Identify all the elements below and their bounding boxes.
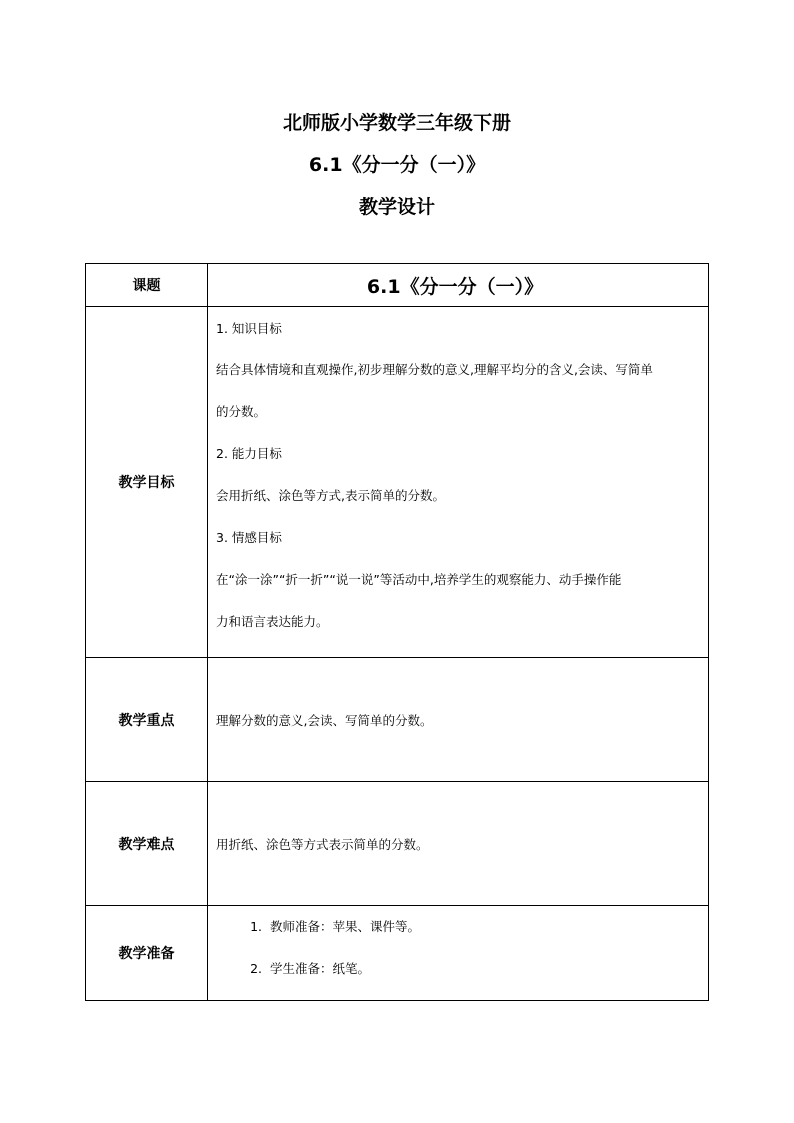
key-points-value: 理解分数的意义,会读、写简单的分数。 — [208, 658, 709, 782]
difficulties-value: 用折纸、涂色等方式表示简单的分数。 — [208, 782, 709, 906]
list-number: 2. — [250, 961, 262, 976]
document-title: 北师版小学数学三年级下册 — [282, 112, 511, 134]
list-item — [208, 948, 702, 990]
topic-value: 6.1《分一分（一）》 — [208, 264, 709, 307]
lesson-title: 6.1《分一分（一）》 — [308, 154, 486, 176]
table-row-difficulties — [86, 782, 709, 906]
document-subtitle: 教学设计 — [358, 196, 435, 218]
table-row-preparation — [86, 906, 709, 1001]
objective-line: 结合具体情境和直观操作,初步理解分数的意义,理解平均分的含义,会读、写简单 — [216, 362, 653, 377]
table-row-key-points — [86, 658, 709, 782]
objective-line: 在“涂一涂”“折一折”“说一说”等活动中,培养学生的观察能力、动手操作能 — [216, 572, 622, 587]
objectives-content — [208, 307, 709, 658]
objective-line: 会用折纸、涂色等方式,表示简单的分数。 — [216, 488, 445, 503]
objectives-label: 教学目标 — [86, 307, 208, 658]
table-row-objectives — [86, 307, 709, 658]
objective-line: 力和语言表达能力。 — [216, 614, 329, 629]
objective-line: 2. 能力目标 — [216, 446, 282, 461]
objective-line: 3. 情感目标 — [216, 530, 282, 545]
objective-line: 的分数。 — [216, 404, 267, 419]
preparation-content — [208, 906, 709, 1001]
objective-line: 1. 知识目标 — [216, 321, 282, 336]
key-points-label: 教学重点 — [86, 658, 208, 782]
table-row-topic — [86, 264, 709, 307]
lesson-plan-table — [85, 263, 709, 1001]
list-text: 学生准备：纸笔。 — [270, 961, 371, 976]
difficulties-label: 教学难点 — [86, 782, 208, 906]
list-item — [208, 918, 702, 936]
list-number: 1. — [250, 919, 262, 934]
list-text: 教师准备：苹果、课件等。 — [270, 919, 421, 934]
preparation-label: 教学准备 — [86, 906, 208, 1001]
topic-label: 课题 — [86, 264, 208, 307]
